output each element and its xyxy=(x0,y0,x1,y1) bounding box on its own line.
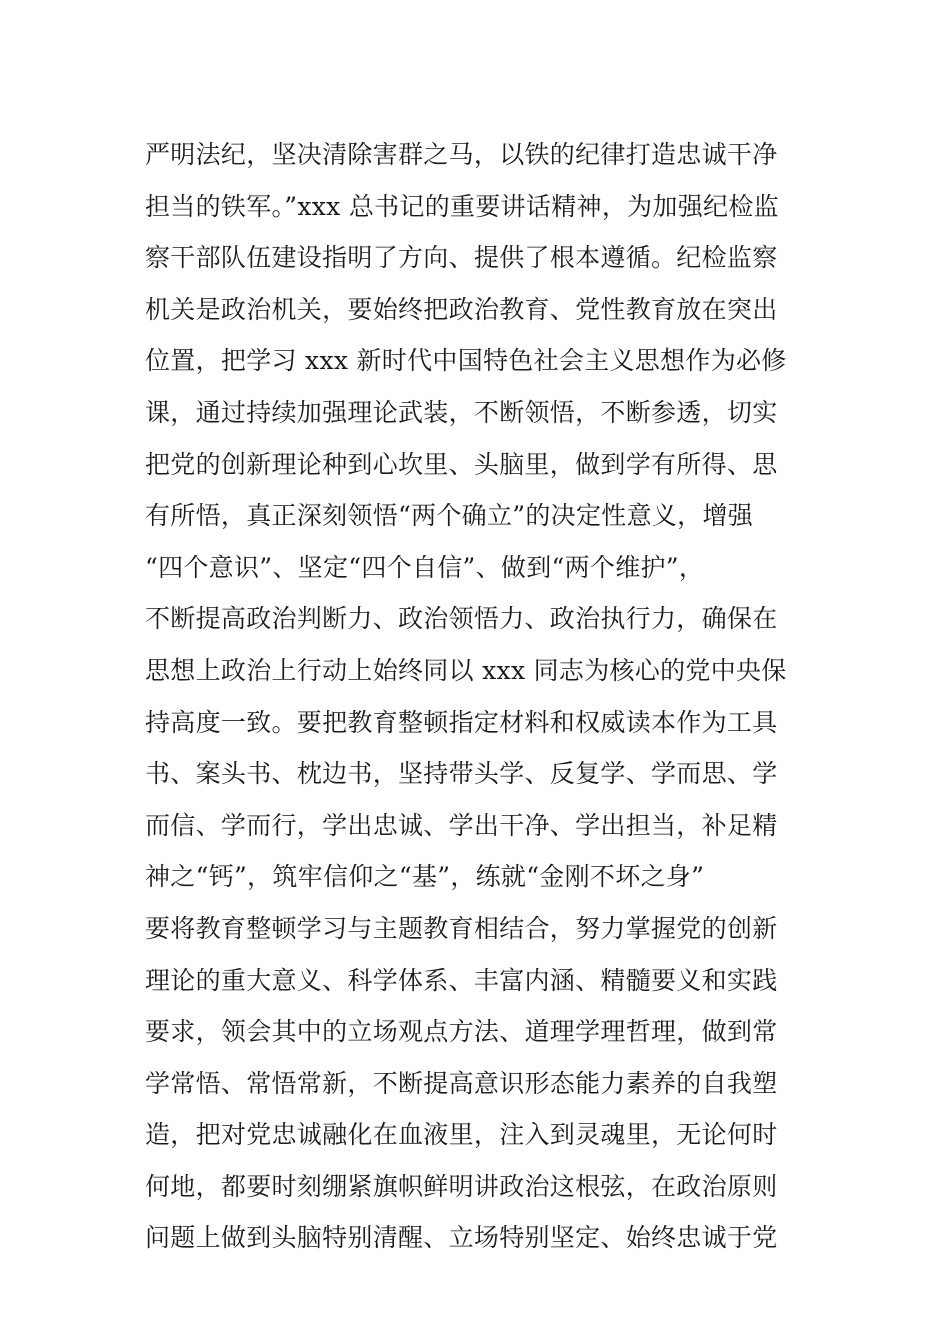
text-line: 位置，把学习 xxx 新时代中国特色社会主义思想作为必修 xyxy=(145,346,787,376)
text-line: 察干部队伍建设指明了方向、提供了根本遵循。纪检监察 xyxy=(145,243,778,273)
text-line: 严明法纪，坚决清除害群之马，以铁的纪律打造忠诚干净 xyxy=(145,140,778,169)
text-line: 造，把对党忠诚融化在血液里，注入到灵魂里，无论何时 xyxy=(145,1120,778,1150)
text-line: 神之“钙”，筑牢信仰之“基”，练就“金刚不坏之身” xyxy=(145,862,705,892)
text-line: 持高度一致。要把教育整顿指定材料和权威读本作为工具 xyxy=(145,707,778,737)
text-line: 有所悟，真正深刻领悟“两个确立”的决定性意义，增强 xyxy=(145,501,754,531)
text-line: 学常悟、常悟常新，不断提高意识形态能力素养的自我塑 xyxy=(145,1068,778,1098)
text-line: 问题上做到头脑特别清醒、立场特别坚定、始终忠诚于党 xyxy=(145,1223,778,1253)
body-text xyxy=(145,129,815,1264)
text-line: 课，通过持续加强理论武装，不断领悟，不断参透，切实 xyxy=(145,397,778,427)
text-line: 书、案头书、枕边书，坚持带头学、反复学、学而思、学 xyxy=(145,759,778,789)
text-line: 要求，领会其中的立场观点方法、道理学理哲理，做到常 xyxy=(145,1017,778,1047)
text-line: 不断提高政治判断力、政治领悟力、政治执行力，确保在 xyxy=(145,604,778,634)
text-line: 思想上政治上行动上始终同以 xxx 同志为核心的党中央保 xyxy=(145,655,787,685)
text-line: 何地，都要时刻绷紧旗帜鲜明讲政治这根弦，在政治原则 xyxy=(145,1171,778,1201)
text-line: 担当的铁军。”xxx 总书记的重要讲话精神，为加强纪检监 xyxy=(145,191,779,221)
text-line: “四个意识”、坚定“四个自信”、做到“两个维护”， xyxy=(145,552,705,582)
text-line: 机关是政治机关，要始终把政治教育、党性教育放在突出 xyxy=(145,294,778,324)
text-line: 把党的创新理论种到心坎里、头脑里，做到学有所得、思 xyxy=(145,449,778,479)
text-line: 理论的重大意义、科学体系、丰富内涵、精髓要义和实践 xyxy=(145,965,778,995)
text-line: 要将教育整顿学习与主题教育相结合，努力掌握党的创新 xyxy=(145,913,778,943)
text-line: 而信、学而行，学出忠诚、学出干净、学出担当，补足精 xyxy=(145,810,778,840)
